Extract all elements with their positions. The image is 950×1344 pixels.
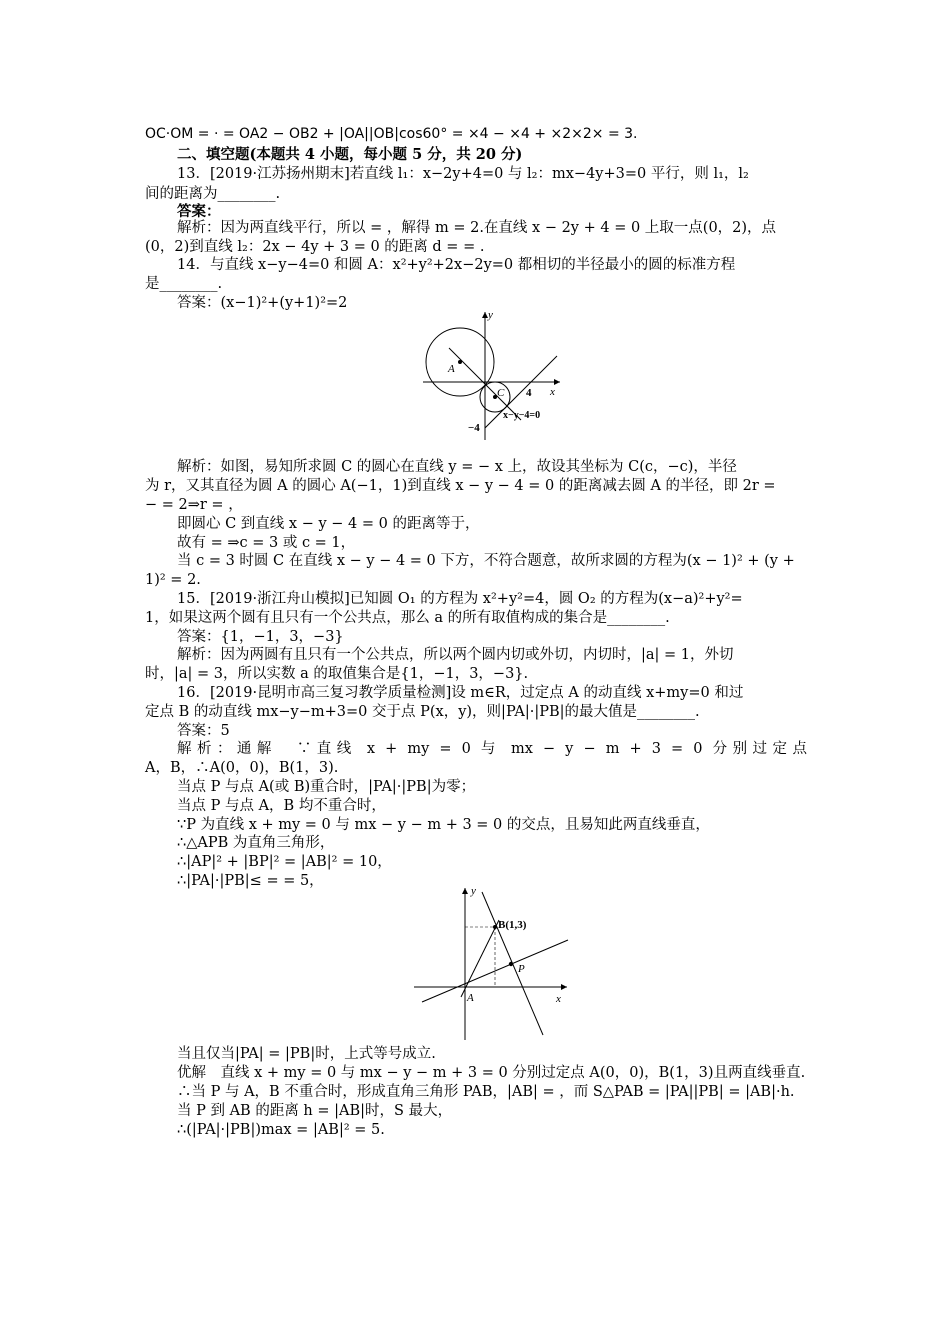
figure-right-triangle (410, 880, 575, 1042)
q15-answer: 答案：{1，−1，3，−3} (177, 629, 344, 645)
q13-answer: 答案： (177, 203, 221, 220)
label-line-eq: x−y−4=0 (503, 410, 541, 421)
q13-text-2: 间的距离为________. (145, 186, 281, 202)
q14-analysis-5: 故有 = ⇒c = 3 或 c = 1， (177, 535, 356, 551)
label-tick-4: 4 (526, 387, 532, 399)
q15-text-2: 1，如果这两个圆有且只有一个公共点，那么 a 的所有取值构成的集合是________. (145, 610, 670, 626)
point-b-dot (493, 925, 497, 929)
q14-text-1: 14．与直线 x−y−4=0 和圆 A：x²+y²+2x−2y=0 都相切的半径最小的圆的标准方程 (177, 257, 736, 273)
label-a: A (448, 363, 455, 375)
q16-analysis-4: 当点 P 与点 A，B 均不重合时， (177, 798, 386, 814)
x-axis-arrow (554, 379, 560, 385)
q16-text-1: 16．[2019·昆明市高三复习教学质量检测]设 m∈R，过定点 A 的动直线 x+my=0 和过 (177, 685, 744, 701)
q14-analysis-2: 为 r，又其直径为圆 A 的圆心 A(−1，1)到直线 x − y − 4 = 0 的距离减去圆 A 的半径，即 2r = (145, 478, 776, 494)
q16-analysis-2: A，B，∴A(0，0)，B(1，3). (145, 760, 339, 776)
point-a-dot (458, 360, 462, 364)
q16-alt-solution-4: ∴(|PA|·|PB|)max = |AB|² = 5. (177, 1122, 385, 1138)
point-p-dot (509, 962, 513, 966)
label-x: x (550, 386, 555, 398)
q13-analysis-2: (0，2)到直线 l₂：2x − 4y + 3 = 0 的距离 d = = . (145, 239, 485, 255)
q16-analysis-3: 当点 P 与点 A(或 B)重合时，|PA|·|PB|为零； (177, 779, 476, 795)
q16-analysis-6: ∴△APB 为直角三角形， (177, 835, 335, 851)
q14-text-2: 是________. (145, 276, 223, 292)
q16-answer: 答案：5 (177, 723, 230, 739)
figure-circle-tangent (415, 300, 575, 450)
q13-text-1: 13．[2019·江苏扬州期末]若直线 l₁：x−2y+4=0 与 l₂：mx−4y+3=0 平行，则 l₁，l₂ (177, 166, 749, 182)
q13-analysis-1: 解析：因为两直线平行，所以 = ，解得 m = 2.在直线 x − 2y + 4 = 0 上取一点(0，2)，点 (177, 220, 777, 236)
q15-analysis-1: 解析：因为两圆有且只有一个公共点，所以两个圆内切或外切，内切时，|a| = 1，外切 (177, 647, 734, 663)
q15-analysis-2: 时，|a| = 3，所以实数 a 的取值集合是{1，−1，3，−3}. (145, 666, 529, 682)
label-b: B(1,3) (498, 919, 527, 931)
q14-answer: 答案：(x−1)²+(y+1)²=2 (177, 295, 348, 311)
q16-analysis-5: ∵P 为直线 x + my = 0 与 mx − y − m + 3 = 0 的交点，且易知此两直线垂直， (177, 817, 710, 833)
label-x: x (556, 993, 561, 1005)
q16-text-2: 定点 B 的动直线 mx−y−m+3=0 交于点 P(x，y)，则|PA|·|PB|的最大值是________. (145, 704, 700, 720)
q14-analysis-4: 即圆心 C 到直线 x − y − 4 = 0 的距离等于， (177, 516, 480, 532)
section-heading-fill-in: 二、填空题(本题共 4 小题，每小题 5 分，共 20 分) (177, 146, 523, 163)
label-y: y (488, 309, 493, 321)
label-c: C (497, 387, 505, 399)
q15-text-1: 15．[2019·浙江舟山模拟]已知圆 O₁ 的方程为 x²+y²=4，圆 O₂ 的方程为(x−a)²+y²= (177, 591, 743, 607)
label-y: y (471, 885, 476, 897)
q14-analysis-3: − = 2⇒r = ， (145, 497, 243, 513)
y-axis-arrow (462, 888, 468, 894)
q14-analysis-7: 1)² = 2. (145, 572, 201, 588)
q16-analysis-7: ∴|AP|² + |BP|² = |AB|² = 10， (177, 854, 392, 870)
q16-alt-solution-2: ∴当 P 与 A，B 不重合时，形成直角三角形 PAB，|AB| = ，而 S△PAB = |PA||PB| = |AB|·h. (177, 1084, 795, 1100)
q16-alt-solution-1: 优解 直线 x + my = 0 与 mx − y − m + 3 = 0 分别过定点 A(0，0)，B(1，3)且两直线垂直. (177, 1065, 806, 1081)
q16-analysis-8: ∴|PA|·|PB|≤ = = 5， (177, 873, 324, 889)
label-a: A (467, 992, 474, 1004)
x-axis-arrow (561, 984, 567, 990)
q16-alt-solution-3: 当 P 到 AB 的距离 h = |AB|时，S 最大， (177, 1103, 453, 1119)
label-p: P (518, 963, 525, 975)
q16-analysis-9: 当且仅当|PA| = |PB|时，上式等号成立. (177, 1046, 436, 1062)
line-ab (461, 920, 499, 997)
q14-analysis-1: 解析：如图，易知所求圆 C 的圆心在直线 y = − x 上，故设其坐标为 C(c，−c)，半径 (177, 459, 737, 475)
label-tick-neg4: −4 (468, 422, 480, 434)
q14-analysis-6: 当 c = 3 时圆 C 在直线 x − y − 4 = 0 下方，不符合题意，故所求圆的方程为(x − 1)² + (y + (177, 553, 795, 569)
line-oc-om: OC·OM = · = OA2 − OB2 + |OA||OB|cos60° = ×4 − ×4 + ×2×2× = 3. (145, 126, 638, 142)
q16-analysis-1: 解析：通解 ∵直线 x + my = 0 与 mx − y − m + 3 = 0 分别过定点 (177, 741, 807, 757)
